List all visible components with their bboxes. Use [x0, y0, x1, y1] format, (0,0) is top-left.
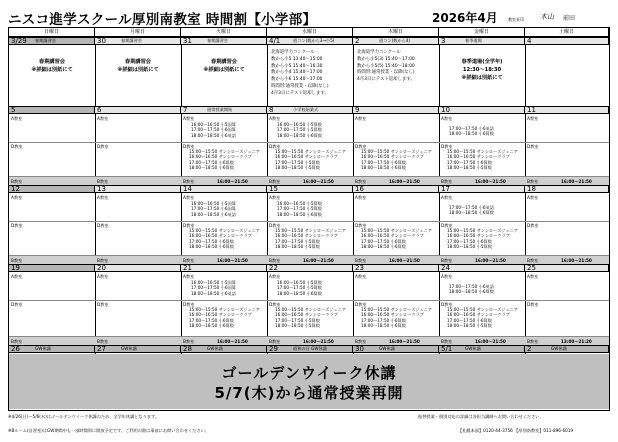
d-room-slot: 18:00〜18:50 小5算数	[275, 244, 320, 250]
calendar-grid	[8, 27, 610, 411]
date-strip	[525, 37, 609, 45]
date-number: 30	[355, 345, 364, 353]
a-room-slot: 18:00〜18:50 小6英語	[191, 211, 236, 217]
a-room-slot: 16:00〜16:50 小5算数	[277, 122, 322, 127]
d-room-slot: 16:00〜16:50 サンシロークラブ	[361, 233, 424, 239]
date-strip	[9, 106, 95, 114]
b-room-hours: 16:00〜21:50	[561, 178, 592, 184]
d-room-slot: 18:00〜18:50 小6算数	[189, 165, 234, 171]
a-room-slot: 18:00〜18:50 小6算数	[277, 290, 322, 296]
weekday-header: 金曜日	[439, 28, 525, 37]
event-line: 春季道場(全学年)	[461, 59, 503, 65]
gw-notice-resume: 5/7(木)から通常授業再開	[214, 384, 404, 402]
year-month: 2026年4月	[432, 11, 498, 25]
date-strip	[439, 185, 525, 193]
date-strip	[95, 185, 181, 193]
a-room-slot: 17:00〜17:50 小6国算	[191, 206, 236, 212]
gw-notice-title: ゴールデンウイーク休講	[221, 364, 397, 382]
column-divider	[353, 264, 354, 345]
column-divider	[181, 106, 182, 185]
a-room-slot: 16:00〜16:50 小5国算	[191, 122, 236, 127]
d-room-slot: 17:00〜17:50 小5算数	[275, 317, 320, 323]
b-room-label: B教室	[11, 338, 23, 344]
event-line: 数から小5 15:40〜16:30	[271, 63, 323, 69]
date-number: 2	[527, 345, 532, 353]
a-room-label: A教室	[355, 195, 367, 200]
b-room-label: B教室	[97, 338, 109, 344]
d-room-slot: 16:00〜16:50 サンシロークラブ	[447, 312, 510, 318]
column-divider	[267, 37, 268, 106]
a-room-label: A教室	[183, 195, 195, 200]
b-room-hours: 16:00〜21:50	[217, 178, 248, 184]
a-room-slot: 18:00〜18:50 小6算数	[277, 211, 322, 217]
d-room-label: D教室	[441, 223, 453, 228]
b-room-label: B教室	[269, 257, 281, 263]
b-room-hours: 16:00〜21:50	[389, 257, 420, 263]
event-line: 4月3日にテスト返却します。	[271, 90, 329, 96]
d-room-label: D教室	[269, 302, 281, 307]
date-note: GW休講	[551, 346, 567, 351]
column-divider	[439, 106, 440, 185]
date-number: 8	[269, 106, 274, 114]
b-room-hours: 16:00〜21:50	[561, 257, 592, 263]
column-divider	[95, 106, 96, 185]
a-room-slot: 17:00〜17:50 小6国算	[191, 285, 236, 291]
column-divider	[267, 264, 268, 345]
event-line: 北海道学力コンクール	[357, 50, 401, 55]
event-line: 春期講習会	[211, 59, 237, 65]
b-room-hours: 16:00〜21:50	[303, 338, 334, 344]
event-line: 春期講習会	[39, 59, 65, 65]
d-room-slot: 18:00〜18:50 小5算数	[447, 323, 492, 329]
d-room-slot: 18:00〜18:50 小6算数	[361, 244, 406, 250]
manager-stamp-2: 前田	[563, 15, 576, 22]
d-room-slot: 15:00〜15:50 サンシローズジュニア	[275, 228, 346, 233]
date-strip	[267, 264, 353, 272]
weekday-header: 月曜日	[95, 28, 181, 37]
column-divider	[95, 264, 96, 345]
b-room-hours: 16:00〜21:50	[217, 338, 248, 344]
d-room-slot: 15:00〜15:50 サンシローズジュニア	[447, 307, 518, 312]
gw-notice	[9, 354, 609, 409]
event-line: 春期講習会	[125, 59, 151, 65]
event-line: ※詳細は別紙にて	[31, 67, 73, 73]
b-room-label: B教室	[441, 338, 453, 344]
date-number: 23	[355, 264, 364, 272]
a-room-label: A教室	[183, 274, 195, 279]
section-divider	[9, 142, 609, 143]
date-strip	[95, 345, 181, 353]
date-number: 16	[355, 185, 364, 193]
a-room-slot: 17:00〜17:50 小5算数	[277, 206, 322, 212]
column-divider	[353, 106, 354, 185]
date-strip	[353, 264, 439, 272]
a-room-slot: 17:00〜17:50 小5算数	[277, 127, 322, 133]
b-room-label: B教室	[355, 178, 367, 184]
section-divider	[9, 300, 609, 301]
a-room-slot: 18:00〜18:50 小6英語	[191, 290, 236, 296]
date-number: 25	[527, 264, 536, 272]
date-number: 31	[183, 37, 192, 45]
weekday-header: 火曜日	[181, 28, 267, 37]
d-room-label: D教室	[183, 223, 195, 228]
event-line: 12:30〜18:30	[462, 67, 502, 73]
a-room-label: A教室	[355, 116, 367, 121]
footer-note-3: 振替授業・個別対応の詳細は各担当講師へお問い合わせください。	[418, 414, 544, 419]
date-note: 春期講習会	[35, 38, 56, 43]
b-room-label: B教室	[269, 178, 281, 184]
d-room-slot: 18:00〜18:50 小6算数	[189, 323, 234, 329]
d-room-slot: 17:00〜17:50 小6算数	[189, 238, 234, 244]
event-line: 数から小4 15:40〜17:00	[271, 70, 323, 76]
a-room-slot: 18:00〜18:50 小6算数	[449, 289, 494, 295]
date-number: 11	[527, 106, 536, 114]
column-divider	[353, 185, 354, 264]
date-strip	[353, 185, 439, 193]
d-room-slot: 15:00〜15:50 サンシローズジュニア	[361, 228, 432, 233]
d-room-label: D教室	[269, 223, 281, 228]
date-number: 10	[441, 106, 450, 114]
b-room-hours: 16:00〜21:50	[303, 257, 334, 263]
date-number: 22	[269, 264, 278, 272]
date-strip	[9, 264, 95, 272]
date-note: 春季道場	[465, 38, 482, 43]
a-room-label: A教室	[97, 274, 109, 279]
b-room-hours: 16:00〜21:50	[217, 257, 248, 263]
date-note: GW休講	[465, 346, 481, 351]
a-room-slot: 16:00〜16:50 小5算数	[277, 280, 322, 285]
a-room-label: A教室	[527, 195, 539, 200]
date-note: 道コン(数から3→小5)	[293, 38, 335, 43]
date-number: 26	[11, 345, 20, 353]
date-number: 3	[441, 37, 446, 45]
d-room-slot: 17:00〜17:50 小6算数	[189, 159, 234, 165]
date-number: 15	[269, 185, 278, 193]
d-room-slot: 15:00〜15:50 サンシローズジュニア	[189, 149, 260, 154]
date-number: 18	[527, 185, 536, 193]
date-number: 17	[441, 185, 450, 193]
d-room-label: D教室	[441, 144, 453, 149]
date-strip	[9, 185, 95, 193]
a-room-label: A教室	[527, 274, 539, 279]
d-room-label: D教室	[269, 144, 281, 149]
date-strip	[525, 185, 609, 193]
column-divider	[181, 264, 182, 345]
b-room-hours: 16:00〜21:50	[303, 178, 334, 184]
b-room-label: B教室	[527, 338, 539, 344]
b-room-label: B教室	[355, 257, 367, 263]
d-room-label: D教室	[183, 144, 195, 149]
b-room-hours: 16:00〜21:50	[389, 178, 420, 184]
a-room-label: A教室	[11, 116, 23, 121]
date-strip	[181, 185, 267, 193]
date-strip	[267, 185, 353, 193]
d-room-slot: 17:00〜17:50 小6算数	[189, 317, 234, 323]
d-room-slot: 15:00〜15:50 サンシローズジュニア	[275, 149, 346, 154]
event-line: 数から小5 13:40〜15:00	[271, 56, 323, 62]
date-number: 19	[11, 264, 20, 272]
d-room-slot: 15:00〜15:50 サンシローズジュニア	[189, 228, 260, 233]
d-room-slot: 16:00〜16:50 サンシロークラブ	[361, 312, 424, 318]
event-line: 数から小5(5) 15:40〜18:00	[357, 63, 415, 69]
d-room-slot: 16:00〜16:50 サンシロークラブ	[189, 312, 252, 318]
d-room-label: D教室	[11, 302, 23, 307]
date-number: 9	[355, 106, 360, 114]
b-room-label: B教室	[527, 178, 539, 184]
a-room-label: A教室	[441, 195, 453, 200]
manager-stamp-label: 教室長印	[508, 17, 524, 22]
event-line: ※詳細は別紙にて	[117, 67, 159, 73]
a-room-label: A教室	[527, 116, 539, 121]
d-room-slot: 16:00〜16:50 サンシロークラブ	[447, 233, 510, 239]
d-room-slot: 18:00〜18:50 小5算数	[447, 244, 492, 250]
column-divider	[267, 106, 268, 185]
a-room-slot: 17:00〜17:50 小6国算	[191, 127, 236, 133]
date-number: 28	[183, 345, 192, 353]
column-divider	[439, 185, 440, 264]
d-room-label: D教室	[527, 144, 539, 149]
a-room-slot: 17:00〜17:50 小6英語	[449, 284, 494, 289]
date-note: 春期講習会	[121, 38, 142, 43]
date-strip	[95, 106, 181, 114]
column-divider	[525, 37, 526, 106]
date-strip	[181, 345, 267, 353]
date-number: 2	[355, 37, 360, 45]
d-room-slot: 16:00〜16:50 サンシロークラブ	[275, 312, 338, 318]
b-room-label: B教室	[183, 257, 195, 263]
d-room-slot: 17:00〜17:50 小6算数	[447, 159, 492, 165]
a-room-label: A教室	[97, 195, 109, 200]
date-number: 5	[11, 106, 16, 114]
weekday-header: 木曜日	[353, 28, 439, 37]
d-room-label: D教室	[97, 302, 109, 307]
b-room-label: B教室	[11, 178, 23, 184]
date-number: 13	[97, 185, 106, 193]
column-divider	[181, 185, 182, 264]
a-room-slot: 16:00〜16:50 小5国算	[191, 201, 236, 206]
date-strip	[525, 345, 609, 353]
d-room-slot: 18:00〜18:50 小5算数	[447, 165, 492, 171]
date-strip	[525, 264, 609, 272]
weekday-header: 水曜日	[267, 28, 353, 37]
d-room-slot: 16:00〜16:50 サンシロークラブ	[189, 233, 252, 239]
d-room-slot: 17:00〜17:50 小5算数	[275, 159, 320, 165]
event-line: 4月3日にテスト返却します。	[357, 77, 415, 83]
event-line: 数から小6 15:40〜17:00	[271, 77, 323, 83]
event-line: 時間帯:通常授業・以降(なし)	[271, 84, 329, 89]
b-room-hours: 16:00〜21:50	[475, 178, 506, 184]
d-room-slot: 17:00〜17:50 小5算数	[275, 238, 320, 244]
d-room-label: D教室	[11, 144, 23, 149]
footer-note-2: ※Bルーム(自習室)はGW期間中も一部時間帯に開放予定です。ご利用の際は事前にお問い合わせください。	[8, 428, 209, 433]
d-room-slot: 18:00〜18:50 小6算数	[361, 165, 406, 171]
d-room-slot: 18:00〜18:50 小5算数	[275, 323, 320, 329]
d-room-label: D教室	[441, 302, 453, 307]
event-line: ※詳細は別紙にて	[203, 67, 245, 73]
a-room-label: A教室	[441, 116, 453, 121]
event-line: ※詳細は別紙にて	[461, 75, 503, 81]
date-strip	[525, 106, 609, 114]
date-strip	[181, 264, 267, 272]
date-strip	[353, 106, 439, 114]
d-room-label: D教室	[11, 223, 23, 228]
d-room-slot: 18:00〜18:50 小5算数	[275, 165, 320, 171]
date-note: GW休講	[121, 346, 137, 351]
d-room-label: D教室	[183, 302, 195, 307]
date-note: 通常授業開始	[207, 107, 233, 112]
b-room-hours: 16:00〜21:50	[475, 338, 506, 344]
d-room-slot: 18:00〜18:50 小6算数	[361, 323, 406, 329]
page-header	[8, 8, 610, 28]
d-room-slot: 15:00〜15:50 サンシローズジュニア	[447, 228, 518, 233]
d-room-slot: 15:00〜15:50 サンシローズジュニア	[275, 307, 346, 312]
event-line: 時間帯:通常授業・以降(なし)	[357, 70, 415, 76]
date-strip	[439, 37, 525, 45]
column-divider	[525, 264, 526, 345]
a-room-label: A教室	[11, 195, 23, 200]
weekday-header: 日曜日	[9, 28, 95, 37]
a-room-slot: 17:00〜17:50 小6英語	[449, 126, 494, 131]
date-note: 道コン(数から4)	[379, 38, 411, 43]
b-room-hours: 13:00〜21:20	[561, 338, 592, 344]
date-note: GW休講	[35, 346, 51, 351]
date-number: 24	[441, 264, 450, 272]
a-room-slot: 18:00〜18:50 小6英語	[191, 132, 236, 138]
date-strip	[353, 345, 439, 353]
date-strip	[95, 264, 181, 272]
b-room-hours: 16:00〜21:50	[475, 257, 506, 263]
d-room-slot: 17:00〜17:50 小6算数	[447, 317, 492, 323]
event-line: 北海道学力コンクール	[271, 50, 315, 55]
b-room-label: B教室	[355, 338, 367, 344]
b-room-label: B教室	[441, 257, 453, 263]
b-room-label: B教室	[183, 178, 195, 184]
date-number: 4/1	[269, 37, 281, 45]
d-room-slot: 16:00〜16:50 サンシロークラブ	[275, 154, 338, 160]
a-room-slot: 16:00〜16:50 小5国算	[191, 280, 236, 285]
weekday-header: 土曜日	[525, 28, 609, 37]
column-divider	[525, 106, 526, 185]
a-room-slot: 16:00〜16:50 小5算数	[277, 201, 322, 206]
b-room-label: B教室	[269, 338, 281, 344]
d-room-slot: 17:00〜17:50 小6算数	[361, 317, 406, 323]
d-room-label: D教室	[355, 302, 367, 307]
date-number: 3/29	[11, 37, 27, 45]
d-room-label: D教室	[97, 223, 109, 228]
b-room-hours: 16:00〜21:50	[389, 338, 420, 344]
b-room-label: B教室	[441, 178, 453, 184]
event-line: 数から小5(3) 15:40〜17:00	[357, 56, 415, 62]
d-room-label: D教室	[355, 144, 367, 149]
date-strip	[439, 264, 525, 272]
column-divider	[439, 264, 440, 345]
d-room-slot: 18:00〜18:50 小6算数	[189, 244, 234, 250]
date-note: 小学校始業式	[293, 107, 319, 112]
d-room-slot: 16:00〜16:50 サンシロークラブ	[275, 233, 338, 239]
a-room-slot: 17:00〜17:50 小6英語	[449, 205, 494, 210]
date-number: 14	[183, 185, 192, 193]
a-room-label: A教室	[11, 274, 23, 279]
date-note: GW休講	[379, 346, 395, 351]
d-room-slot: 15:00〜15:50 サンシローズジュニア	[189, 307, 260, 312]
d-room-slot: 15:00〜15:50 サンシローズジュニア	[361, 149, 432, 154]
date-number: 27	[97, 345, 106, 353]
date-note: GW休講	[207, 346, 223, 351]
column-divider	[95, 185, 96, 264]
date-note: 春期講習会	[207, 38, 228, 43]
b-room-label: B教室	[183, 338, 195, 344]
d-room-slot: 17:00〜17:50 小6算数	[361, 159, 406, 165]
footer-contact: 【札幌本部】0120-44-3756 【厚別南教室】011-896-6019	[458, 428, 574, 433]
d-room-label: D教室	[355, 223, 367, 228]
d-room-slot: 16:00〜16:50 サンシロークラブ	[447, 154, 510, 160]
d-room-slot: 16:00〜16:50 サンシロークラブ	[189, 154, 252, 160]
d-room-label: D教室	[527, 223, 539, 228]
b-room-label: B教室	[11, 257, 23, 263]
date-number: 4	[527, 37, 532, 45]
d-room-slot: 17:00〜17:50 小6算数	[447, 238, 492, 244]
date-note: 昭和の日 GW休講	[293, 346, 327, 351]
a-room-label: A教室	[441, 274, 453, 279]
a-room-label: A教室	[269, 116, 281, 121]
b-room-label: B教室	[97, 257, 109, 263]
b-room-label: B教室	[527, 257, 539, 263]
d-room-slot: 15:00〜15:50 サンシローズジュニア	[447, 149, 518, 154]
a-room-slot: 18:00〜18:50 小6算数	[277, 132, 322, 138]
section-divider	[9, 221, 609, 222]
date-number: 7	[183, 106, 188, 114]
date-number: 30	[97, 37, 106, 45]
d-room-slot: 16:00〜16:50 サンシロークラブ	[361, 154, 424, 160]
date-strip	[439, 106, 525, 114]
a-room-label: A教室	[269, 274, 281, 279]
a-room-label: A教室	[97, 116, 109, 121]
footer-note-1: ※4/26(日)〜5/6(水)はゴールデンウイーク休講のため、全学年休講となります。	[8, 414, 160, 419]
d-room-label: D教室	[527, 302, 539, 307]
date-number: 12	[11, 185, 20, 193]
date-number: 5/1	[441, 345, 453, 353]
date-number: 21	[183, 264, 192, 272]
column-divider	[353, 37, 354, 106]
a-room-slot: 18:00〜18:50 小6算数	[449, 210, 494, 216]
date-strip	[9, 345, 95, 353]
a-room-label: A教室	[355, 274, 367, 279]
date-number: 6	[97, 106, 102, 114]
a-room-slot: 17:00〜17:50 小5算数	[277, 285, 322, 291]
column-divider	[267, 185, 268, 264]
a-room-slot: 18:00〜18:50 小6算数	[449, 131, 494, 137]
page-title: ニスコ進学スクール厚別南教室 時間割【小学部】	[8, 12, 317, 28]
manager-stamp: 木山	[540, 13, 554, 21]
date-number: 29	[269, 345, 278, 353]
column-divider	[525, 185, 526, 264]
date-number: 20	[97, 264, 106, 272]
d-room-label: D教室	[97, 144, 109, 149]
a-room-label: A教室	[269, 195, 281, 200]
d-room-slot: 15:00〜15:50 サンシローズジュニア	[361, 307, 432, 312]
b-room-label: B教室	[97, 178, 109, 184]
a-room-label: A教室	[183, 116, 195, 121]
d-room-slot: 17:00〜17:50 小6算数	[361, 238, 406, 244]
